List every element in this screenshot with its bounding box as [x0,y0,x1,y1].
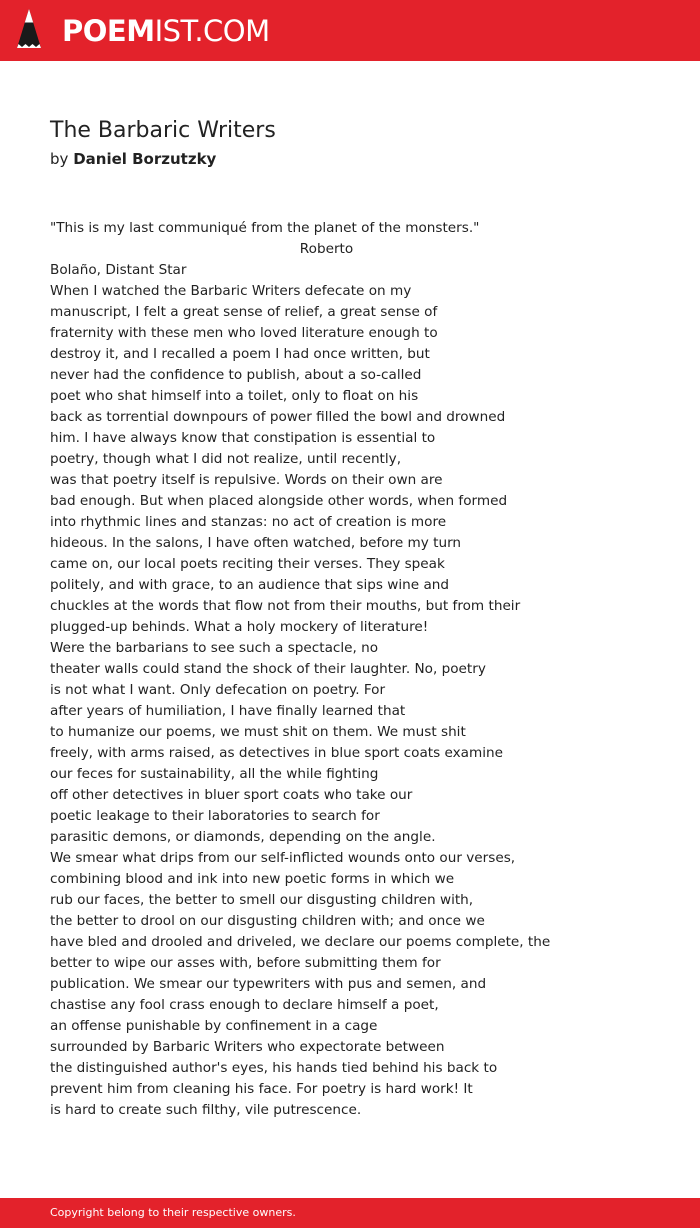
poem-line: Roberto [299,241,354,257]
poem-line: When I watched the Barbaric Writers defecate on my [50,283,412,299]
poem-line: Were the barbarians to see such a spectacle, no [50,640,379,656]
poem-title: The Barbaric Writers [50,118,276,143]
poem-line: have bled and drooled and driveled, we declare our poems complete, the [50,934,551,950]
byline [50,149,216,169]
poem-line: rub our faces, the better to smell our disgusting children with, [50,892,474,908]
poem-line: freely, with arms raised, as detectives in blue sport coats examine [50,745,504,761]
poem-line: chastise any fool crass enough to declare himself a poet, [50,997,439,1013]
poem-line: is hard to create such filthy, vile putrescence. [50,1102,362,1118]
poem-line: publication. We smear our typewriters with pus and semen, and [50,976,487,992]
poem-line: poetic leakage to their laboratories to search for [50,808,380,824]
poem-line: an offense punishable by confinement in a cage [50,1018,378,1034]
logo-text-light: IST.COM [154,14,270,48]
poem-line: is not what I want. Only defecation on poetry. For [50,682,386,698]
poem-line: into rhythmic lines and stanzas: no act of creation is more [50,514,447,530]
poem-line: theater walls could stand the shock of their laughter. No, poetry [50,661,486,677]
poem-line: hideous. In the salons, I have often watched, before my turn [50,535,462,551]
poem-line: to humanize our poems, we must shit on them. We must shit [50,724,466,740]
poem-line: politely, and with grace, to an audience that sips wine and [50,577,450,593]
poem-line: We smear what drips from our self-inflicted wounds onto our verses, [50,850,516,866]
poem-line: our feces for sustainability, all the while fighting [50,766,379,782]
poem-line: fraternity with these men who loved literature enough to [50,325,438,341]
copyright-notice: Copyright belong to their respective owners. [50,1206,296,1219]
poem-line: him. I have always know that constipation is essential to [50,430,436,446]
poem-line: combining blood and ink into new poetic forms in which we [50,871,455,887]
logo-text-bold: POEM [62,14,155,48]
poem-line: destroy it, and I recalled a poem I had once written, but [50,346,430,362]
site-logo[interactable] [62,11,270,51]
poem-line: better to wipe our asses with, before submitting them for [50,955,441,971]
poem-line: prevent him from cleaning his face. For poetry is hard work! It [50,1081,473,1097]
pencil-tip-icon[interactable] [15,8,43,56]
poem-body [50,218,670,1121]
poem-line: came on, our local poets reciting their verses. They speak [50,556,445,572]
poem-line: off other detectives in bluer sport coats who take our [50,787,413,803]
site-footer [0,1198,700,1228]
site-header [0,0,700,61]
poem-line: back as torrential downpours of power filled the bowl and drowned [50,409,506,425]
poem-line: was that poetry itself is repulsive. Words on their own are [50,472,443,488]
poem-line: chuckles at the words that flow not from their mouths, but from their [50,598,521,614]
by-label: by [50,150,69,168]
poem-line: plugged-up behinds. What a holy mockery of literature! [50,619,429,635]
poem-line: the distinguished author's eyes, his hands tied behind his back to [50,1060,498,1076]
poem-line: the better to drool on our disgusting children with; and once we [50,913,485,929]
poem-line: surrounded by Barbaric Writers who expectorate between [50,1039,445,1055]
poem-line: Bolaño, Distant Star [50,262,187,278]
poem-line: "This is my last communiqué from the planet of the monsters." [50,220,480,236]
poem-line: poet who shat himself into a toilet, only to float on his [50,388,419,404]
poem-line: never had the confidence to publish, about a so-called [50,367,422,383]
poem-line: poetry, though what I did not realize, until recently, [50,451,402,467]
poem-line: after years of humiliation, I have finally learned that [50,703,406,719]
author-name: Daniel Borzutzky [73,150,217,168]
poem-line: manuscript, I felt a great sense of relief, a great sense of [50,304,438,320]
poem-line: parasitic demons, or diamonds, depending on the angle. [50,829,436,845]
poem-line: bad enough. But when placed alongside other words, when formed [50,493,508,509]
